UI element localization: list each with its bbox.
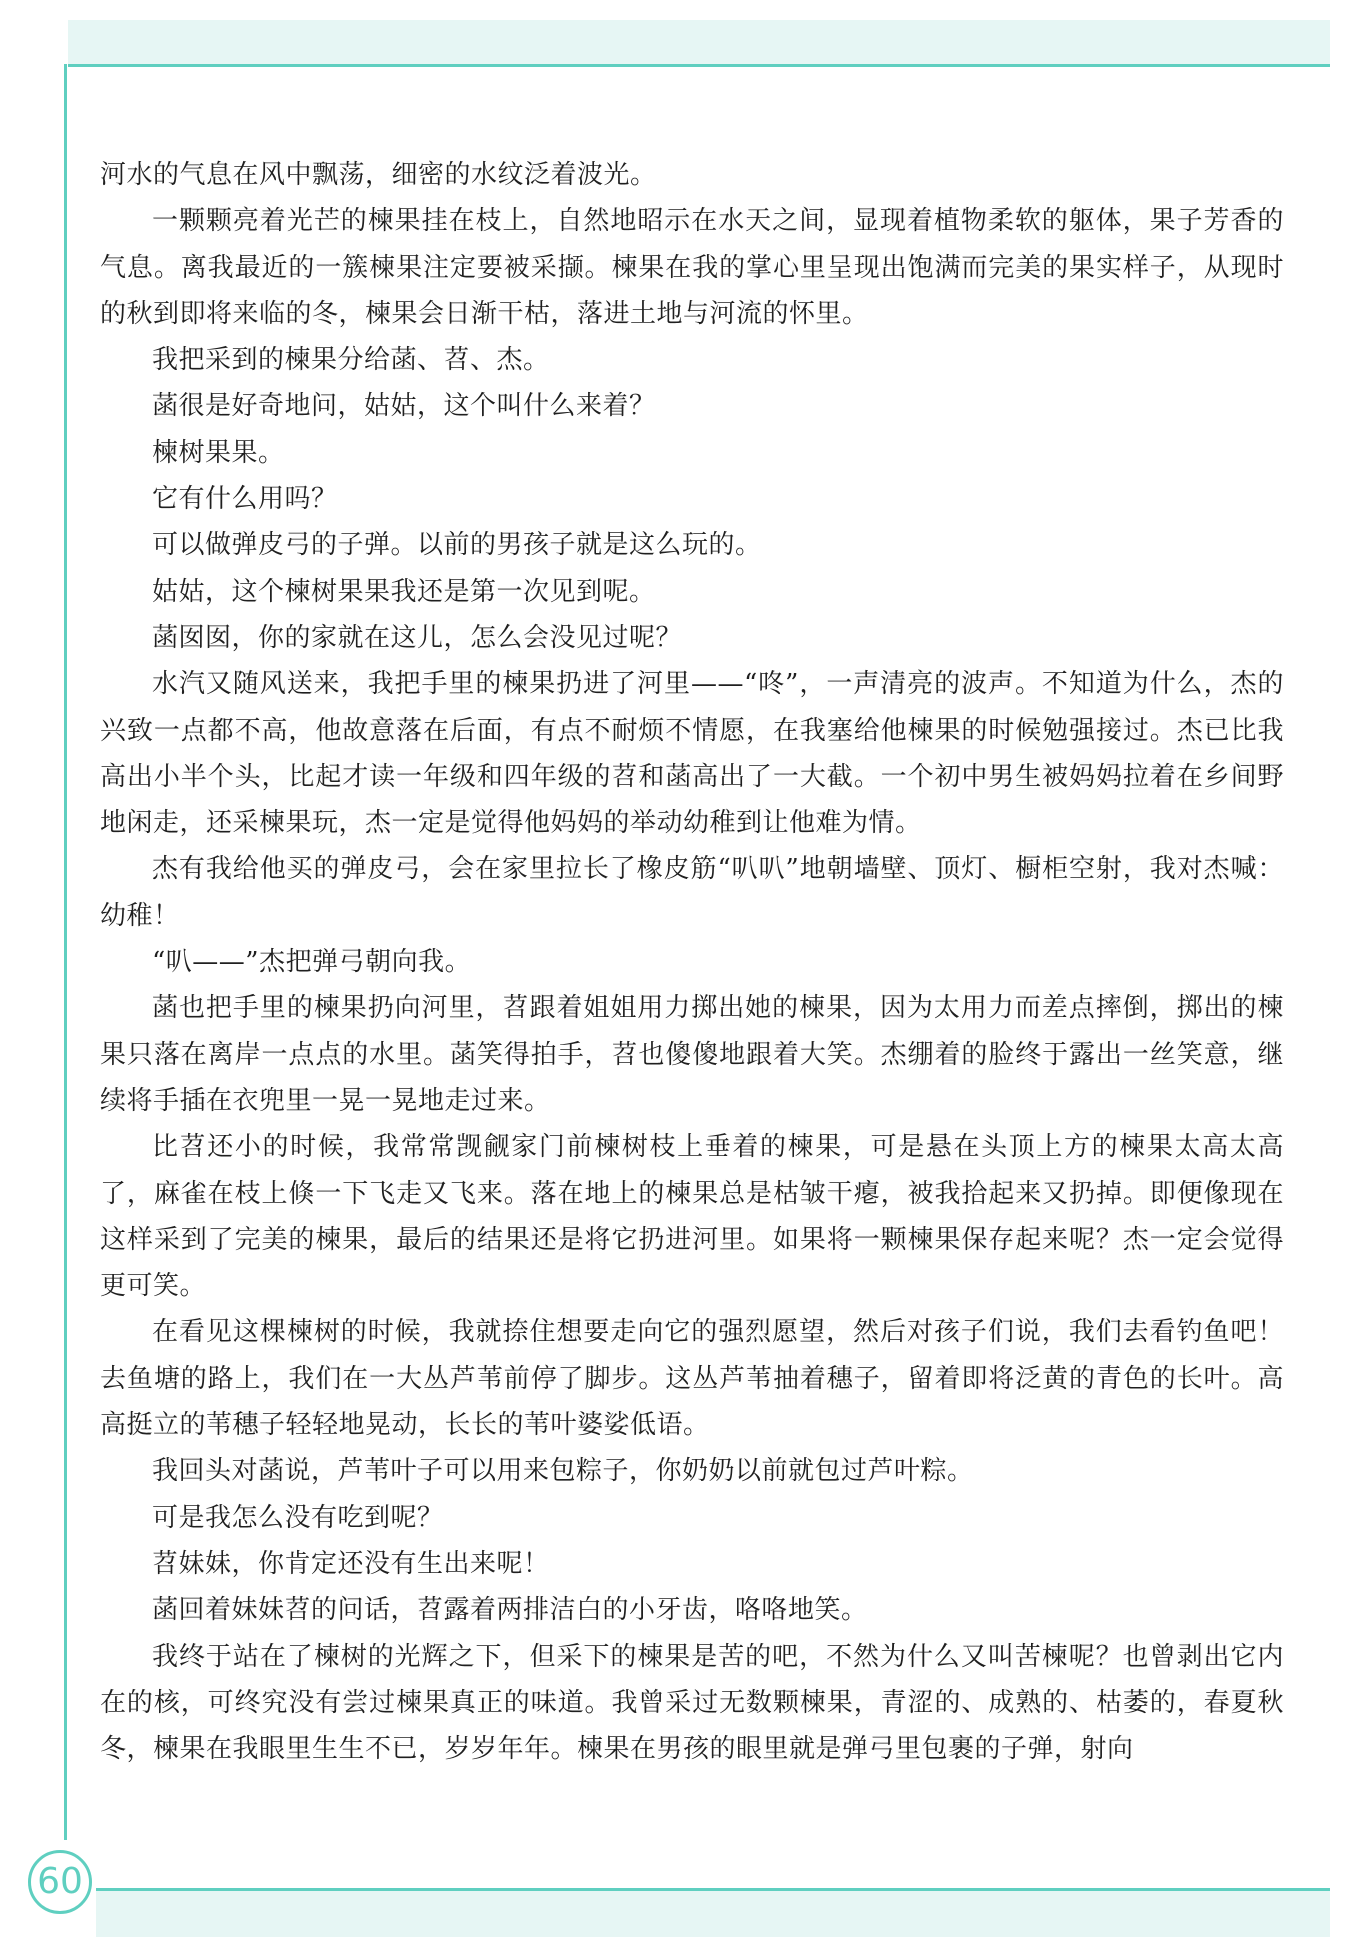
paragraph: 菡回着妹妹苕的问话，苕露着两排洁白的小牙齿，咯咯地笑。 — [152, 1595, 868, 1626]
paragraph: 菡很是好奇地问，姑姑，这个叫什么来着？ — [152, 391, 656, 422]
paragraph: 可是我怎么没有吃到呢？ — [152, 1502, 444, 1533]
header-band — [68, 20, 1330, 66]
footer-rule — [96, 1888, 1330, 1891]
paragraph: 菡也把手里的楝果扔向河里，苕跟着姐姐用力掷出她的楝果，因为太用力而差点摔倒，掷出的楝果只落在离岸一点点的水里。菡笑得拍手，苕也傻傻地跟着大笑。杰绷着的脸终于露出一丝笑意，继续将手插在衣兜里一晃一晃地走过来。 — [100, 993, 1284, 1116]
footer-band — [96, 1891, 1330, 1937]
paragraph: 楝树果果。 — [152, 437, 285, 468]
paragraph: 一颗颗亮着光芒的楝果挂在枝上，自然地昭示在水天之间，显现着植物柔软的躯体，果子芳香的气息。离我最近的一簇楝果注定要被采撷。楝果在我的掌心里呈现出饱满而完美的果实样子，从现时的秋到即将来临的冬，楝果会日渐干枯，落进土地与河流的怀里。 — [100, 206, 1284, 329]
paragraph: 河水的气息在风中飘荡，细密的水纹泛着波光。 — [100, 160, 657, 190]
paragraph: 可以做弹皮弓的子弹。以前的男孩子就是这么玩的。 — [152, 530, 762, 561]
paragraph: 姑姑，这个楝树果果我还是第一次见到呢。 — [152, 576, 656, 607]
paragraph: 苕妹妹，你肯定还没有生出来呢！ — [152, 1548, 550, 1579]
paragraph: 比苕还小的时候，我常常觊觎家门前楝树枝上垂着的楝果，可是悬在头顶上方的楝果太高太高了，麻雀在枝上倏一下飞走又飞来。落在地上的楝果总是枯皱干瘪，被我拾起来又扔掉。即便像现在这样采到了完美的楝果，最后的结果还是将它扔进河里。如果将一颗楝果保存起来呢？杰一定会觉得更可笑。 — [100, 1132, 1284, 1302]
paragraph: 我把采到的楝果分给菡、苕、杰。 — [152, 345, 550, 376]
paragraph: 在看见这棵楝树的时候，我就捺住想要走向它的强烈愿望，然后对孩子们说，我们去看钓鱼吧！去鱼塘的路上，我们在一大丛芦苇前停了脚步。这丛芦苇抽着穗子，留着即将泛黄的青色的长叶。高高挺立的苇穗子轻轻地晃动，长长的苇叶婆娑低语。 — [100, 1317, 1284, 1441]
paragraph: “叭——”杰把弹弓朝向我。 — [152, 947, 472, 978]
paragraph: 它有什么用吗？ — [152, 484, 338, 515]
paragraph: 菡囡囡，你的家就在这儿，怎么会没见过呢？ — [152, 622, 683, 653]
paragraph: 我终于站在了楝树的光辉之下，但采下的楝果是苦的吧，不然为什么又叫苦楝呢？也曾剥出它内在的核，可终究没有尝过楝果真正的味道。我曾采过无数颗楝果，青涩的、成熟的、枯萎的，春夏秋冬，楝果在我眼里生生不已，岁岁年年。楝果在男孩的眼里就是弹弓里包裹的子弹，射向 — [100, 1641, 1284, 1765]
page-number: 60 — [28, 1850, 92, 1914]
margin-rule — [64, 64, 67, 1840]
header-rule — [68, 64, 1330, 67]
paragraph: 杰有我给他买的弹皮弓，会在家里拉长了橡皮筋“叭叭”地朝墙壁、顶灯、橱柜空射，我对杰喊：幼稚！ — [100, 854, 1284, 931]
paragraph: 我回头对菡说，芦苇叶子可以用来包粽子，你奶奶以前就包过芦叶粽。 — [152, 1456, 974, 1487]
paragraph: 水汽又随风送来，我把手里的楝果扔进了河里——“咚”，一声清亮的波声。不知道为什么，杰的兴致一点都不高，他故意落在后面，有点不耐烦不情愿，在我塞给他楝果的时候勉强接过。杰已比我高出小半个头，比起才读一年级和四年级的苕和菡高出了一大截。一个初中男生被妈妈拉着在乡间野地闲走，还采楝果玩，杰一定是觉得他妈妈的举动幼稚到让他难为情。 — [100, 669, 1284, 839]
article-body — [100, 152, 1284, 1772]
